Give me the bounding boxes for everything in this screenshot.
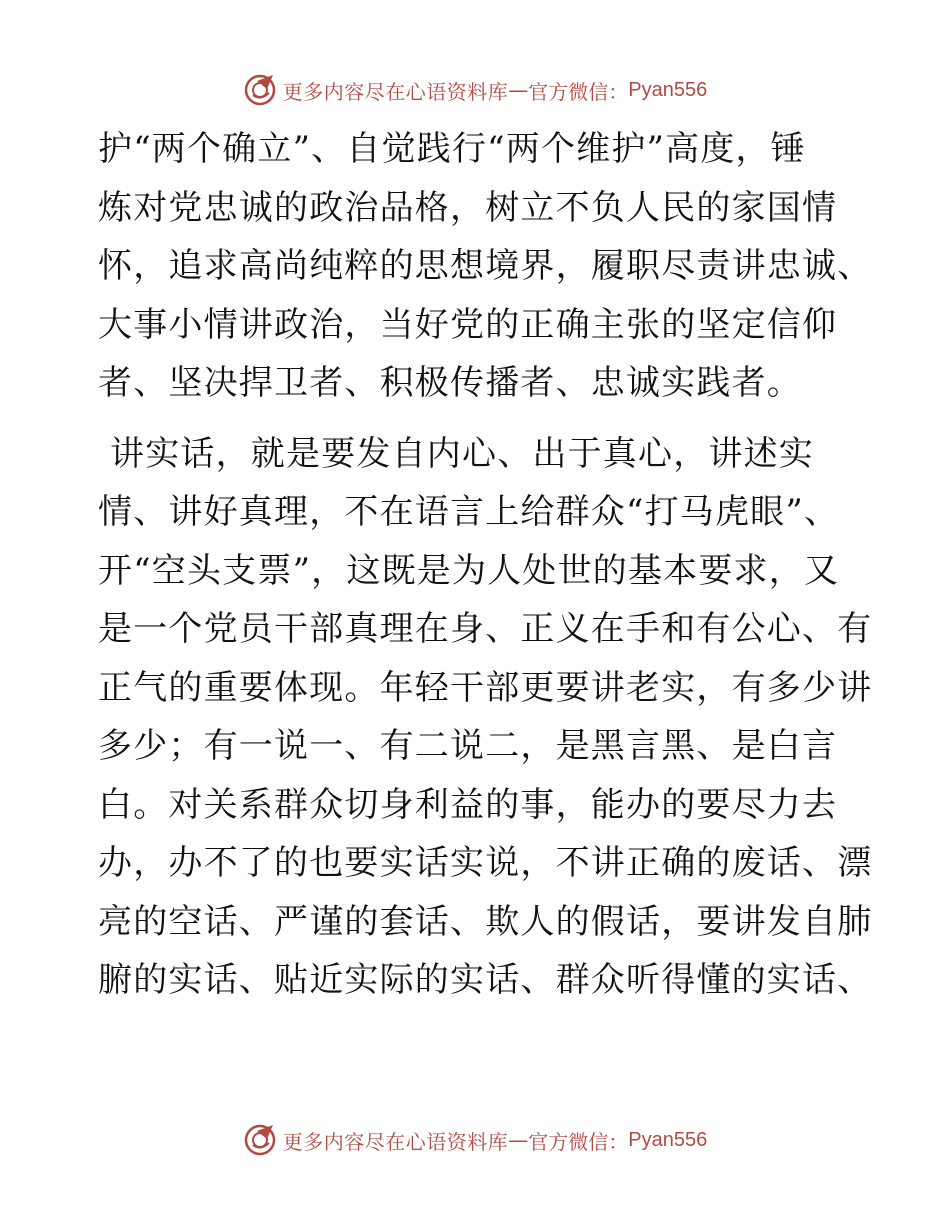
footer-watermark: [0, 1120, 950, 1160]
text-line: 腑的实话、贴近实际的实话、群众听得懂的实话、: [98, 960, 873, 1000]
text-line: 怀，追求高尚纯粹的思想境界，履职尽责讲忠诚、: [98, 246, 873, 286]
text-line: 办，办不了的也要实话实说，不讲正确的废话、漂: [98, 843, 873, 883]
text-line: 是一个党员干部真理在身、正义在手和有公心、有: [98, 609, 873, 649]
text-line: 者、坚决捍卫者、积极传播者、忠诚实践者。: [98, 363, 802, 403]
text-line: 大事小情讲政治，当好党的正确主张的坚定信仰: [98, 304, 838, 345]
paragraph-2: [98, 425, 873, 1010]
document-body: [98, 120, 873, 1010]
header-watermark: [0, 70, 950, 110]
watermark-account: Pyan556: [628, 1128, 708, 1151]
brand-logo-icon: [243, 73, 277, 107]
brand-logo-icon: [243, 1123, 277, 1157]
watermark-official: 官方微信：: [528, 1129, 629, 1154]
text-line: 炼对党忠诚的政治品格，树立不负人民的家国情: [98, 187, 838, 228]
paragraph-1: [98, 120, 873, 413]
text-line: 护“两个确立”、自觉践行“两个维护”高度，锤: [98, 129, 806, 169]
watermark-brand: 更多内容尽在心语资料库: [282, 79, 509, 104]
text-line: 正气的重要体现。年轻干部更要讲老实，有多少讲: [98, 667, 873, 708]
text-line: 讲实话，就是要发自内心、出于真心，讲述实: [98, 433, 815, 474]
watermark-official: 官方微信：: [528, 79, 629, 104]
watermark-separator: —: [508, 1128, 529, 1152]
text-line: 情、讲好真理，不在语言上给群众“打马虎眼”、: [98, 492, 840, 532]
text-line: 亮的空话、严谨的套话、欺人的假话，要讲发自肺: [98, 901, 873, 942]
text-line: 白。对关系群众切身利益的事，能办的要尽力去: [98, 784, 838, 825]
watermark-brand: 更多内容尽在心语资料库: [282, 1129, 509, 1154]
paragraph-gap: [98, 413, 858, 425]
watermark-separator: —: [508, 78, 529, 102]
watermark-account: Pyan556: [628, 78, 708, 101]
text-line: 开“空头支票”，这既是为人处世的基本要求，又: [98, 550, 840, 591]
text-line: 多少；有一说一、有二说二，是黑言黑、是白言: [98, 726, 838, 766]
